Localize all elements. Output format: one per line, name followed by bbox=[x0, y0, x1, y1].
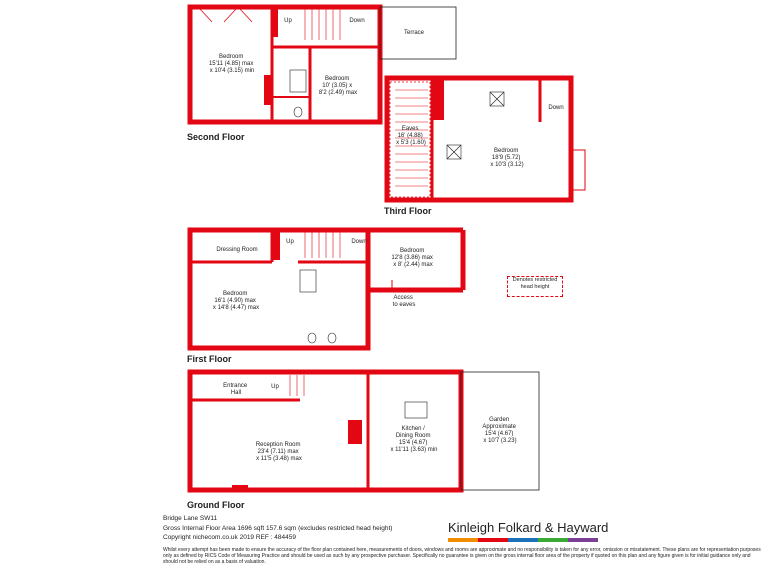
line: x 10'3 (3.12) bbox=[490, 162, 524, 168]
line: 10' (3.05) x bbox=[322, 83, 353, 89]
line: x 14'8 (4.47) max bbox=[212, 305, 260, 311]
line: x 11'11 (3.63) min bbox=[390, 447, 438, 453]
label-up-second: Up bbox=[284, 18, 292, 24]
line: x 8' (2.44) max bbox=[393, 262, 433, 268]
label-bedroom-second-small bbox=[319, 76, 357, 96]
line: x 10'7 (3.23) bbox=[483, 438, 517, 444]
line: Reception Room bbox=[255, 442, 301, 448]
legend-line: head height bbox=[520, 284, 550, 290]
label-down-third: Down bbox=[548, 105, 564, 111]
label-terrace: Terrace bbox=[403, 30, 425, 36]
agency-logo-bar bbox=[448, 538, 598, 542]
line: Kitchen / bbox=[401, 426, 425, 432]
brand-bar-segment bbox=[568, 538, 598, 542]
line: Approximate bbox=[482, 424, 517, 430]
title-ground-floor: Ground Floor bbox=[187, 500, 245, 510]
disclaimer: Whilst every attempt has been made to ensure the accuracy of the floor plan contained here, measurements of doors, windows and rooms are approximate and no responsibility is taken for any error, omission or misstatement. These plans are for representation purposes only as defined by RICS Code of Measuring Practice and should be used as such by any prospective purchaser. Specifically no guarantee is given on the gross internal floor area of the property if quoted on this plan and any figure given is for initial guidance only and should not be relied on as a basis of valuation. bbox=[163, 547, 761, 566]
line: 15'11 (4.85) max bbox=[208, 61, 254, 67]
gross-area: Gross Internal Floor Area 1696 sqft 157.6 sqm (excludes restricted head height) bbox=[163, 525, 393, 532]
label-bedroom-first-main bbox=[213, 291, 259, 311]
property-address: Bridge Lane SW11 bbox=[163, 515, 218, 522]
label-down-second: Down bbox=[349, 18, 365, 24]
legend-restricted-head-height bbox=[509, 277, 561, 291]
line: 23'4 (7.11) max bbox=[257, 449, 299, 455]
agency-logo-text: Kinleigh Folkard & Hayward bbox=[448, 520, 609, 535]
label-down-first: Down bbox=[351, 239, 367, 245]
label-access-eaves bbox=[393, 295, 416, 308]
label-garden bbox=[482, 417, 517, 444]
line: Eaves bbox=[401, 126, 419, 132]
line: 12'8 (3.86) max bbox=[391, 255, 433, 261]
label-bedroom-third bbox=[490, 148, 523, 168]
legend-line: Denotes restricted bbox=[512, 277, 558, 283]
line: Bedroom bbox=[324, 76, 350, 82]
line: x 10'4 (3.15) min bbox=[209, 68, 255, 74]
line: 16'1 (4.90) max bbox=[214, 298, 256, 304]
label-entrance-hall bbox=[223, 383, 249, 396]
line: 8'2 (2.49) max bbox=[318, 90, 358, 96]
label-up-first: Up bbox=[286, 239, 294, 245]
brand-bar-segment bbox=[478, 538, 508, 542]
line: Garden bbox=[489, 417, 510, 423]
label-bedroom-first-right bbox=[391, 248, 434, 268]
title-third-floor: Third Floor bbox=[384, 206, 432, 216]
third-floor-plan bbox=[387, 78, 585, 200]
title-second-floor: Second Floor bbox=[187, 132, 245, 142]
line: x 11'5 (3.48) max bbox=[256, 456, 302, 462]
line: Access bbox=[393, 295, 413, 301]
line: Bedroom bbox=[399, 248, 425, 254]
line: Bedroom bbox=[493, 148, 519, 154]
line: Entrance bbox=[223, 383, 248, 389]
label-dressing-room: Dressing Room bbox=[216, 247, 258, 253]
copyright: Copyright nichecom.co.uk 2019 REF : 484459 bbox=[163, 534, 296, 541]
line: Bedroom bbox=[218, 54, 244, 60]
line: 18'9 (5.72) bbox=[491, 155, 521, 161]
line: to eaves bbox=[392, 302, 416, 308]
brand-bar-segment bbox=[538, 538, 568, 542]
label-kitchen-dining bbox=[391, 426, 438, 453]
label-reception-room bbox=[256, 442, 302, 462]
line: Bedroom bbox=[222, 291, 248, 297]
label-up-ground: Up bbox=[271, 384, 279, 390]
line: x 5'3 (1.60) bbox=[396, 140, 426, 146]
brand-bar-segment bbox=[508, 538, 538, 542]
line: 15'4 (4.67) bbox=[484, 431, 514, 437]
brand-bar-segment bbox=[448, 538, 478, 542]
title-first-floor: First Floor bbox=[187, 354, 232, 364]
line: 16' (4.88) bbox=[397, 133, 423, 139]
line: Hall bbox=[230, 390, 242, 396]
line: Dining Room bbox=[395, 433, 431, 439]
label-bedroom-second-main bbox=[209, 54, 255, 74]
line: 15'4 (4.67) bbox=[398, 440, 428, 446]
label-eaves bbox=[396, 126, 426, 146]
